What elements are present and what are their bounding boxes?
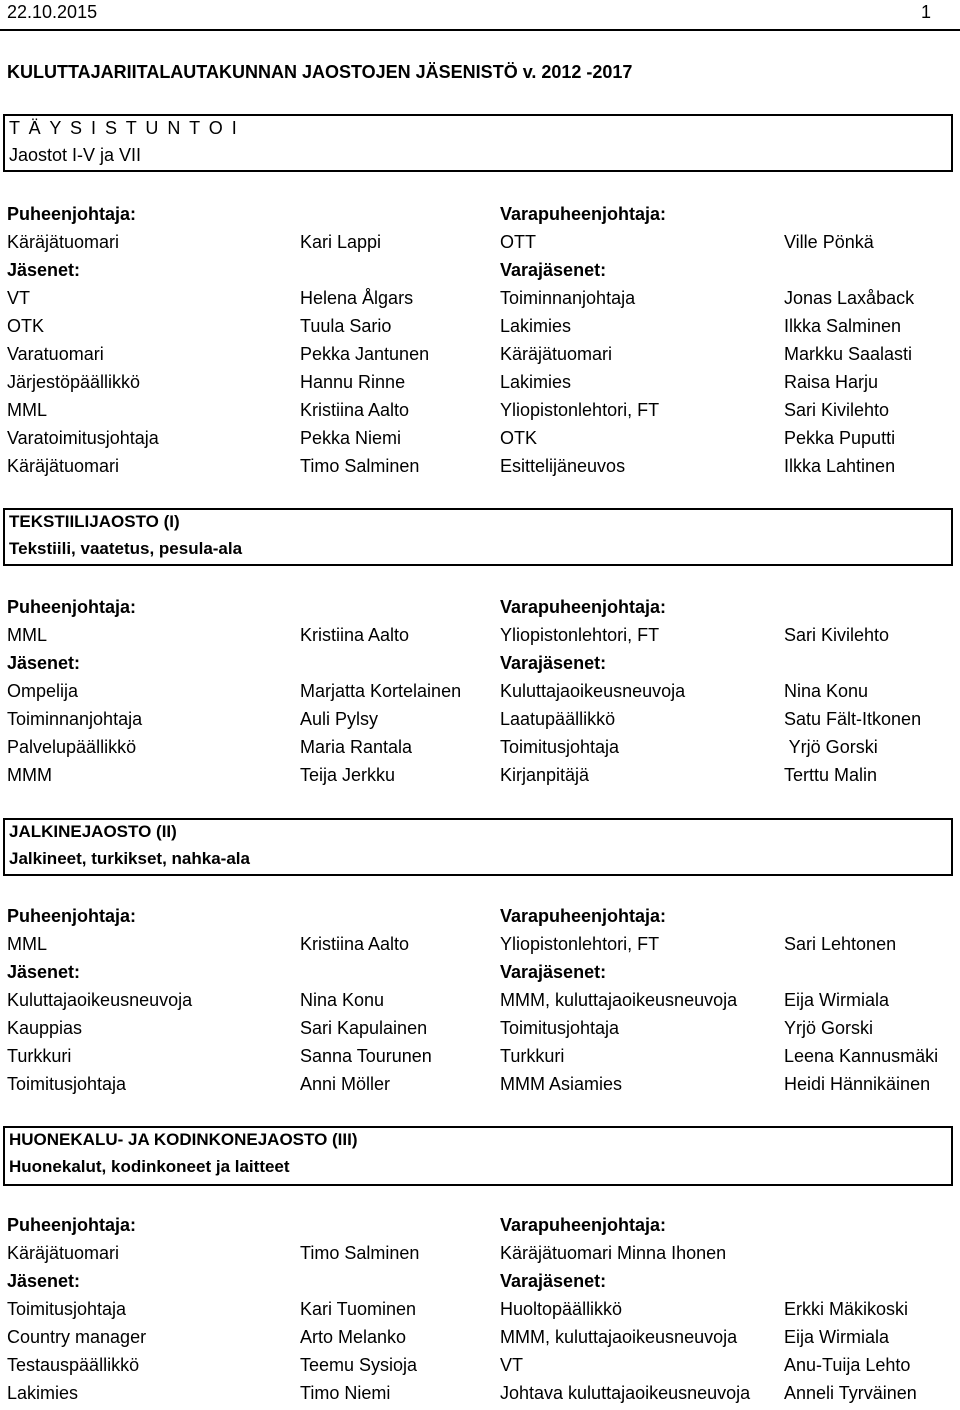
member-title: Turkkuri <box>7 1046 72 1066</box>
member-title: Toiminnanjohtaja <box>7 709 143 729</box>
member-labels-row <box>0 1271 960 1297</box>
section-box-tekstiilijaosto <box>3 508 953 566</box>
member-row <box>0 316 960 342</box>
vice-chair-label: Varapuheenjohtaja: <box>500 906 667 926</box>
deputy-title: Käräjätuomari <box>500 344 613 364</box>
member-row <box>0 1299 960 1325</box>
deputy-name: Nina Konu <box>784 681 869 701</box>
member-row <box>0 1327 960 1353</box>
deputy-title: Toimitusjohtaja <box>500 1018 620 1038</box>
deputy-title: Lakimies <box>500 372 572 392</box>
chair-row <box>0 625 960 651</box>
section-heading: T Ä Y S I S T U N T O I <box>9 118 239 138</box>
member-title: OTK <box>7 316 45 336</box>
deputy-name: Leena Kannusmäki <box>784 1046 939 1066</box>
deputy-title: MMM Asiamies <box>500 1074 623 1094</box>
chair-title: MML <box>7 934 47 954</box>
role-labels-row <box>0 1215 960 1241</box>
deputy-title: VT <box>500 1355 524 1375</box>
vice-chair-title: Käräjätuomari Minna Ihonen <box>500 1243 727 1263</box>
vice-chair-name: Sari Lehtonen <box>784 934 897 954</box>
section-subheading: Jaostot I-V ja VII <box>9 145 142 165</box>
member-title: Toimitusjohtaja <box>7 1299 127 1319</box>
member-name: Hannu Rinne <box>300 372 406 392</box>
section-heading: JALKINEJAOSTO (II) <box>9 822 177 841</box>
member-name: Arto Melanko <box>300 1327 407 1347</box>
deputy-name: Pekka Puputti <box>784 428 896 448</box>
member-row <box>0 1074 960 1100</box>
section-subheading: Tekstiili, vaatetus, pesula-ala <box>9 539 243 558</box>
member-row <box>0 1046 960 1072</box>
chair-label: Puheenjohtaja: <box>7 597 137 617</box>
member-row <box>0 456 960 482</box>
deputies-label: Varajäsenet: <box>500 260 607 280</box>
chair-label: Puheenjohtaja: <box>7 906 137 926</box>
chair-label: Puheenjohtaja: <box>7 204 137 224</box>
vice-chair-title: Yliopistonlehtori, FT <box>500 625 660 645</box>
member-name: Pekka Niemi <box>300 428 402 448</box>
deputy-name: Terttu Malin <box>784 765 878 785</box>
members-label: Jäsenet: <box>7 653 81 673</box>
member-row <box>0 400 960 426</box>
vice-chair-label: Varapuheenjohtaja: <box>500 204 667 224</box>
deputies-label: Varajäsenet: <box>500 962 607 982</box>
chair-row <box>0 1243 960 1269</box>
member-title: MML <box>7 400 47 420</box>
member-name: Anni Möller <box>300 1074 391 1094</box>
member-name: Timo Salminen <box>300 456 420 476</box>
role-labels-row <box>0 597 960 623</box>
chair-title: Käräjätuomari <box>7 232 120 252</box>
member-name: Teija Jerkku <box>300 765 396 785</box>
member-name: Pekka Jantunen <box>300 344 430 364</box>
member-row <box>0 1383 960 1409</box>
member-row <box>0 344 960 370</box>
member-row <box>0 737 960 763</box>
deputy-title: Kuluttajaoikeusneuvoja <box>500 681 686 701</box>
member-name: Marjatta Kortelainen <box>300 681 462 701</box>
member-title: Country manager <box>7 1327 147 1347</box>
deputy-title: Huoltopäällikkö <box>500 1299 623 1319</box>
member-row <box>0 372 960 398</box>
member-title: Varatoimitusjohtaja <box>7 428 159 448</box>
member-name: Tuula Sario <box>300 316 392 336</box>
member-row <box>0 1018 960 1044</box>
member-row <box>0 681 960 707</box>
deputy-name: Yrjö Gorski <box>784 1018 874 1038</box>
deputy-name: Sari Kivilehto <box>784 400 890 420</box>
page-number: 1 <box>921 2 932 22</box>
chair-title: MML <box>7 625 47 645</box>
member-title: Ompelija <box>7 681 79 701</box>
chair-name: Kari Lappi <box>300 232 382 252</box>
vice-chair-name: Ville Pönkä <box>784 232 874 252</box>
deputy-title: Johtava kuluttajaoikeusneuvoja <box>500 1383 751 1403</box>
member-row <box>0 765 960 791</box>
member-name: Helena Ålgars <box>300 288 414 308</box>
chair-label: Puheenjohtaja: <box>7 1215 137 1235</box>
chair-row <box>0 934 960 960</box>
deputy-name: Heidi Hännikäinen <box>784 1074 931 1094</box>
deputy-title: Kirjanpitäjä <box>500 765 590 785</box>
members-label: Jäsenet: <box>7 962 81 982</box>
member-name: Kari Tuominen <box>300 1299 417 1319</box>
member-row <box>0 990 960 1016</box>
document-title: KULUTTAJARIITALAUTAKUNNAN JAOSTOJEN JÄSENISTÖ v. 2012 -2017 <box>7 62 633 82</box>
header-divider <box>0 29 960 31</box>
member-title: Palvelupäällikkö <box>7 737 137 757</box>
section-box-huonekalujaosto <box>3 1126 953 1186</box>
member-row <box>0 288 960 314</box>
deputy-title: Turkkuri <box>500 1046 565 1066</box>
deputy-name: Ilkka Lahtinen <box>784 456 896 476</box>
deputy-name: Ilkka Salminen <box>784 316 902 336</box>
deputy-title: Toiminnanjohtaja <box>500 288 636 308</box>
member-name: Kristiina Aalto <box>300 400 410 420</box>
member-title: Kauppias <box>7 1018 83 1038</box>
vice-chair-title: Yliopistonlehtori, FT <box>500 934 660 954</box>
deputy-title: OTK <box>500 428 538 448</box>
member-title: Kuluttajaoikeusneuvoja <box>7 990 193 1010</box>
deputy-title: Laatupäällikkö <box>500 709 616 729</box>
section-heading: TEKSTIILIJAOSTO (I) <box>9 512 180 531</box>
deputy-name: Jonas Laxåback <box>784 288 915 308</box>
chair-row <box>0 232 960 258</box>
deputy-name: Satu Fält-Itkonen <box>784 709 922 729</box>
member-title: Lakimies <box>7 1383 79 1403</box>
member-labels-row <box>0 260 960 286</box>
member-labels-row <box>0 962 960 988</box>
section-heading: HUONEKALU- JA KODINKONEJAOSTO (III) <box>9 1130 358 1149</box>
member-title: Testauspäällikkö <box>7 1355 140 1375</box>
vice-chair-label: Varapuheenjohtaja: <box>500 1215 667 1235</box>
member-name: Sari Kapulainen <box>300 1018 428 1038</box>
deputy-name: Anneli Tyrväinen <box>784 1383 917 1403</box>
section-subheading: Jalkineet, turkikset, nahka-ala <box>9 849 250 868</box>
deputy-title: Esittelijäneuvos <box>500 456 626 476</box>
member-name: Sanna Tourunen <box>300 1046 432 1066</box>
member-title: VT <box>7 288 31 308</box>
deputy-name: Eija Wirmiala <box>784 1327 890 1347</box>
section-box-jalkinejaosto <box>3 818 953 876</box>
member-title: Käräjätuomari <box>7 456 120 476</box>
members-label: Jäsenet: <box>7 1271 81 1291</box>
chair-title: Käräjätuomari <box>7 1243 120 1263</box>
header-date: 22.10.2015 <box>7 2 98 22</box>
chair-name: Kristiina Aalto <box>300 934 410 954</box>
member-row <box>0 1355 960 1381</box>
deputy-title: MMM, kuluttajaoikeusneuvoja <box>500 990 738 1010</box>
deputy-name: Anu-Tuija Lehto <box>784 1355 911 1375</box>
deputy-name: Markku Saalasti <box>784 344 913 364</box>
member-row <box>0 709 960 735</box>
section-box-taysistunto <box>3 114 953 172</box>
member-title: Toimitusjohtaja <box>7 1074 127 1094</box>
member-title: MMM <box>7 765 52 785</box>
member-row <box>0 428 960 454</box>
deputy-title: Toimitusjohtaja <box>500 737 620 757</box>
deputy-title: Lakimies <box>500 316 572 336</box>
deputy-name: Erkki Mäkikoski <box>784 1299 909 1319</box>
members-label: Jäsenet: <box>7 260 81 280</box>
deputies-label: Varajäsenet: <box>500 653 607 673</box>
member-name: Teemu Sysioja <box>300 1355 418 1375</box>
section-subheading: Huonekalut, kodinkoneet ja laitteet <box>9 1157 290 1176</box>
member-name: Maria Rantala <box>300 737 413 757</box>
deputy-name: Yrjö Gorski <box>784 737 878 757</box>
deputy-name: Raisa Harju <box>784 372 879 392</box>
deputy-title: Yliopistonlehtori, FT <box>500 400 660 420</box>
vice-chair-name: Sari Kivilehto <box>784 625 890 645</box>
deputy-name: Eija Wirmiala <box>784 990 890 1010</box>
vice-chair-title: OTT <box>500 232 536 252</box>
role-labels-row <box>0 204 960 230</box>
member-labels-row <box>0 653 960 679</box>
deputy-title: MMM, kuluttajaoikeusneuvoja <box>500 1327 738 1347</box>
vice-chair-label: Varapuheenjohtaja: <box>500 597 667 617</box>
member-title: Varatuomari <box>7 344 104 364</box>
role-labels-row <box>0 906 960 932</box>
member-name: Auli Pylsy <box>300 709 379 729</box>
deputies-label: Varajäsenet: <box>500 1271 607 1291</box>
member-name: Nina Konu <box>300 990 385 1010</box>
chair-name: Timo Salminen <box>300 1243 420 1263</box>
member-name: Timo Niemi <box>300 1383 391 1403</box>
member-title: Järjestöpäällikkö <box>7 372 141 392</box>
chair-name: Kristiina Aalto <box>300 625 410 645</box>
